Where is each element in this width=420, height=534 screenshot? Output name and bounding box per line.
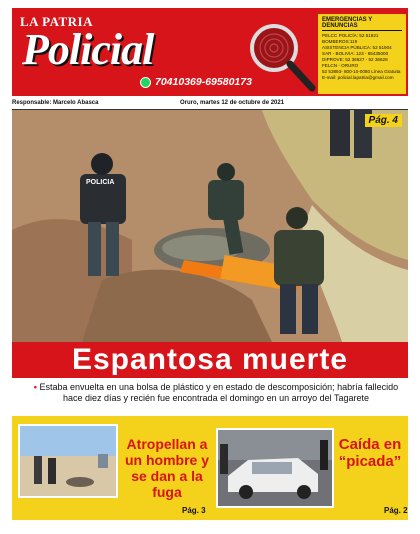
emergency-line: BOMBEROS:119 (322, 39, 358, 44)
emergency-line: FELCN - ORURO (322, 63, 359, 68)
whatsapp-icon (140, 77, 151, 88)
phone-number: 70410369-69580173 (155, 76, 252, 88)
meta-bar (12, 98, 408, 110)
dateline: Oruro, martes 12 de octubre de 2021 (180, 100, 285, 106)
masthead-top-line: LA PATRIA (20, 14, 93, 29)
roadside-scene-illustration (20, 426, 116, 496)
story-1-photo (18, 424, 118, 498)
deck-text: Estaba envuelta en una bolsa de plástico y en estado de descomposición; habría fallecido hace diez días y recién fue encontrada el domingo en un arroyo del Tagarete (39, 382, 399, 403)
story-2-photo (216, 428, 334, 508)
story-1-headline: Atropellan a un hombre y se dan a la fuga (124, 436, 209, 500)
masthead-phone (140, 76, 252, 88)
page-reference-tag: Pág. 4 (365, 114, 402, 127)
main-photo (12, 110, 408, 342)
crime-scene-illustration (12, 110, 408, 342)
emergency-line: E-mail: policial.lapatria@gmail.com (322, 75, 394, 80)
masthead-logo: Policial (22, 25, 154, 74)
story-1-page: Pág. 3 (182, 506, 206, 515)
emergency-line: PELCC POLICÍA: 52 51921 (322, 33, 379, 38)
magnifier-fingerprint-icon (240, 16, 320, 96)
vest-label: POLICIA (86, 179, 115, 186)
emergency-line: 52 53893- 800-10-0080 Línea Gratuita (322, 69, 401, 74)
story-2-headline: Caída en “picada” (338, 436, 402, 470)
emergency-line: SAR - BOLIVIA: 123 - 65435000 (322, 51, 389, 56)
emergency-title: EMERGENCIAS Y DENUNCIAS (322, 17, 402, 31)
responsible-line: Responsable: Marcelo Abasca (12, 100, 99, 106)
main-headline: Espantosa muerte (71, 343, 349, 376)
emergency-contacts-box (318, 14, 406, 94)
deck-bullet: • (33, 382, 37, 392)
crashed-car-illustration (218, 430, 332, 506)
story-2-page: Pág. 2 (384, 506, 408, 515)
headline-bar (12, 342, 408, 378)
emergency-line: ASISTENCIA PÚBLICA: 52 51904 (322, 45, 392, 50)
emergency-line: DIPROVE: 52 36627 - 52 36628 (322, 57, 388, 62)
main-deck (24, 382, 408, 404)
